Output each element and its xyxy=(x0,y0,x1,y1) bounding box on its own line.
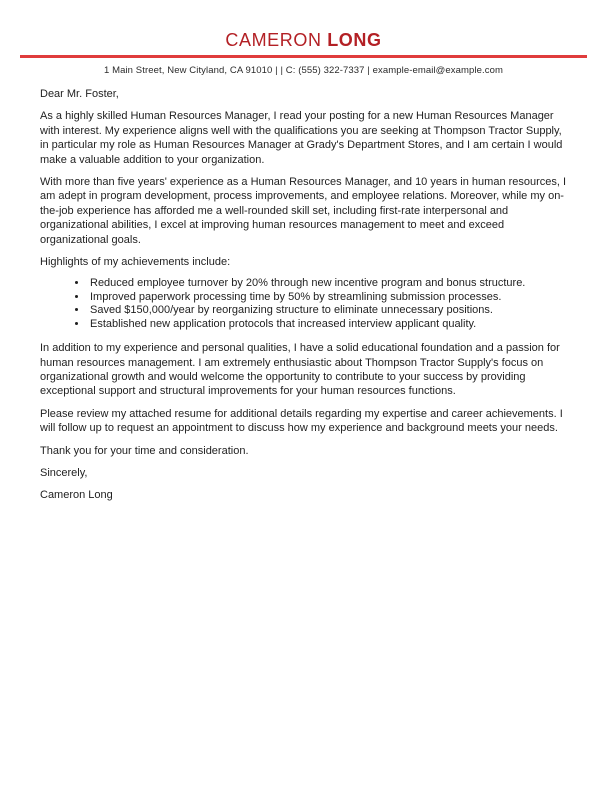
highlight-item: • Improved paperwork processing time by 50% by streamlining submission processes. xyxy=(88,291,567,304)
page-title xyxy=(0,31,607,50)
paragraph-experience: With more than five years' experience as a Human Resources Manager, and 10 years in human resources, I am adept in program development, process improvements, and employee relations. Moreover, while my on-the-job experience has afforded me a well-rounded skill set, including first-rate interpersonal and organizational abilities, I excel at improving human resources management to meet and exceed organizational goals. xyxy=(40,176,567,246)
header-rule-divider xyxy=(20,55,587,58)
name-first: CAMERON xyxy=(225,30,322,50)
letter-header xyxy=(0,31,607,76)
letter-body xyxy=(40,87,567,503)
name-last: LONG xyxy=(327,30,382,50)
highlight-item: • Saved $150,000/year by reorganizing structure to eliminate unnecessary positions. xyxy=(88,304,567,317)
highlights-intro: Highlights of my achievements include: xyxy=(40,256,231,269)
thanks-line: Thank you for your time and consideration. xyxy=(40,444,249,457)
contact-line: 1 Main Street, New Cityland, CA 91010 | | C: (555) 322-7337 | example-email@example.com xyxy=(103,65,504,76)
paragraph-resume: Please review my attached resume for additional details regarding my expertise and career achievements. I will follow up to request an appointment to discuss how my experience and background meets your needs. xyxy=(40,407,563,435)
highlights-list xyxy=(40,277,567,331)
signature-name: Cameron Long xyxy=(40,489,113,502)
highlight-item: • Reduced employee turnover by 20% through new incentive program and bonus structure. xyxy=(88,277,567,290)
highlight-item: • Established new application protocols that increased interview applicant quality. xyxy=(88,318,567,331)
paragraph-education: In addition to my experience and personal qualities, I have a solid educational foundation and a passion for human resources management. I am extremely enthusiastic about Thompson Tractor Supply's focus on organizational growth and would welcome the opportunity to contribute to your success by providing exceptional support and structural improvements for your human resources functions. xyxy=(40,342,560,398)
signoff-line: Sincerely, xyxy=(40,466,88,479)
salutation: Dear Mr. Foster, xyxy=(40,88,119,100)
paragraph-intro: As a highly skilled Human Resources Manager, I read your posting for a new Human Resources Manager with interest. My experience aligns well with the qualifications you are seeking at Thompson Tractor Supply, in particular my role as Human Resources Manager at Grady's Department Stores, and I am certain I would make a valuable addition to your organization. xyxy=(40,110,563,166)
